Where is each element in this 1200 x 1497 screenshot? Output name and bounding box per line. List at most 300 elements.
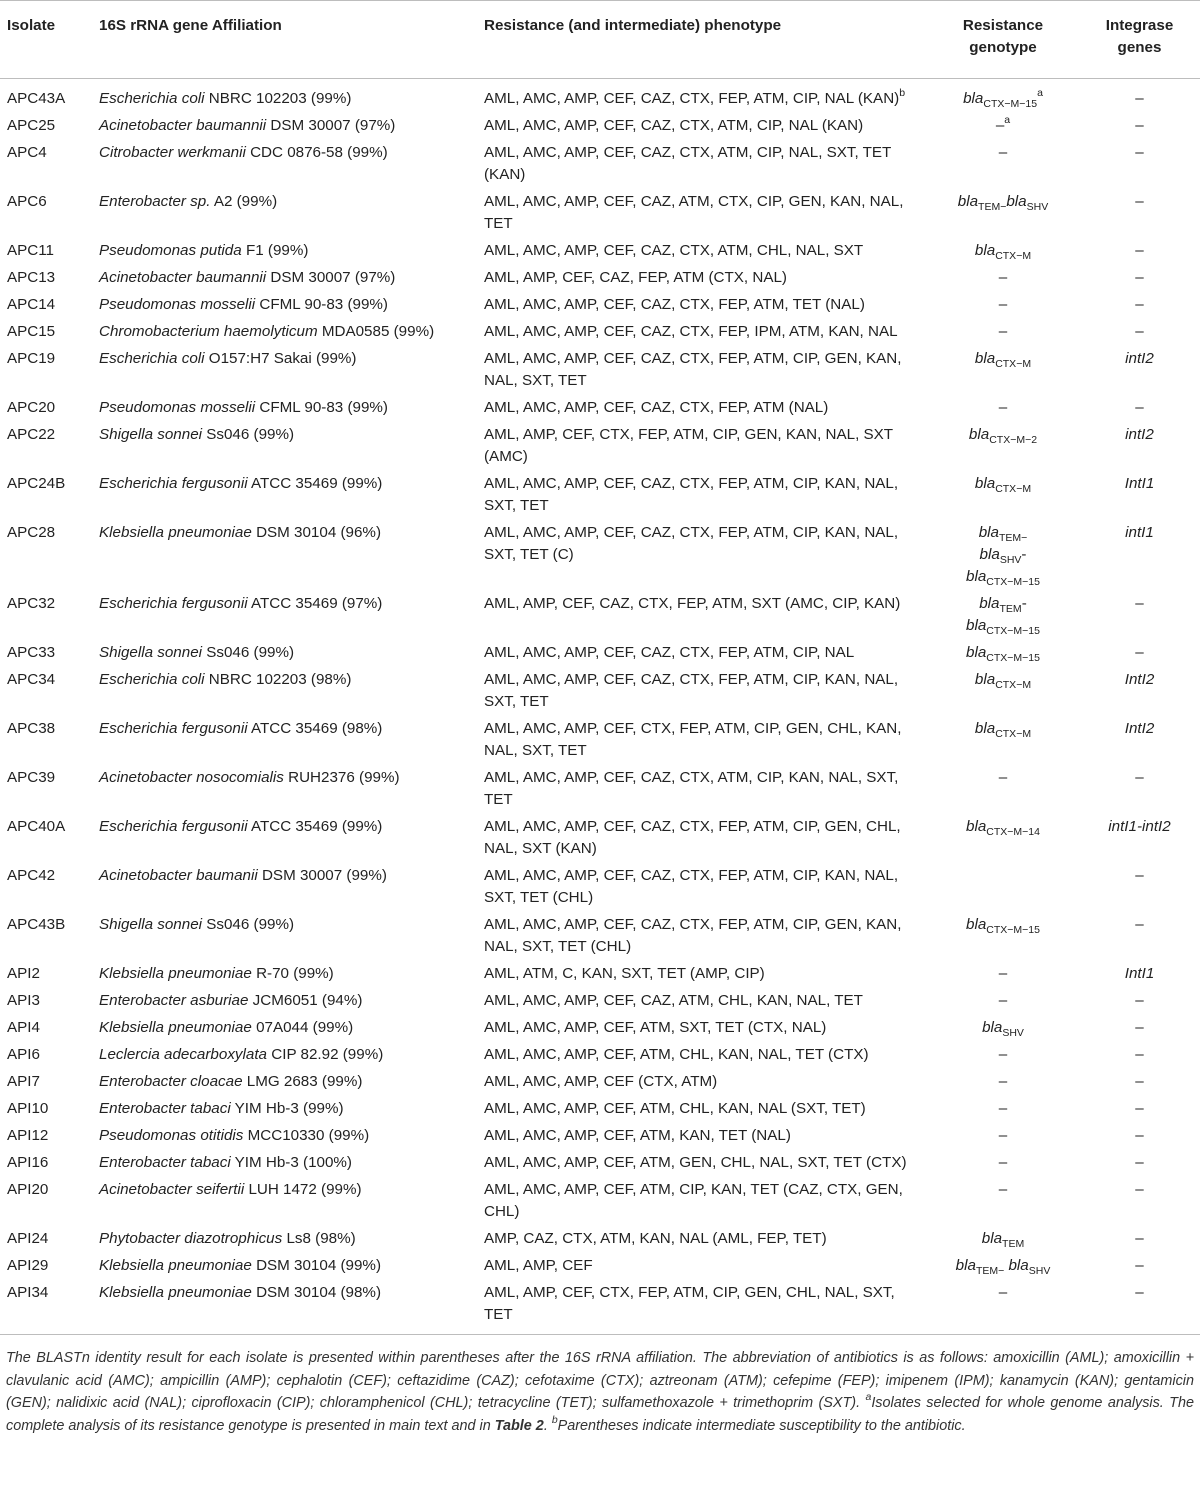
integrase-text: – <box>1135 1181 1144 1198</box>
strain-identity: R-70 (99%) <box>256 965 334 982</box>
header-isolate: Isolate <box>7 17 56 34</box>
cell-isolate: APC33 <box>7 644 56 661</box>
phenotype-text: AML, AMC, AMP, CEF, CAZ, CTX, FEP, ATM, CIP, NAL <box>484 644 855 661</box>
genotype-text: – <box>998 1181 1008 1198</box>
cell-phenotype <box>477 471 927 520</box>
cell-genotype <box>927 520 1080 591</box>
table-row <box>0 189 1200 238</box>
gene-subscript: CTX−M <box>995 679 1032 691</box>
species-name: Escherichia coli <box>99 671 205 688</box>
cell-genotype <box>927 765 1080 814</box>
cell-integrase <box>1080 140 1200 189</box>
species-name: Escherichia fergusonii <box>99 475 248 492</box>
phenotype-text: AML, AMC, AMP, CEF, CAZ, CTX, FEP, ATM, CIP, KAN, NAL, SXT, TET (C) <box>484 524 899 563</box>
cell-affiliation <box>92 765 477 814</box>
integrase-text: – <box>1135 296 1144 313</box>
cell-integrase <box>1080 520 1200 591</box>
cell-integrase <box>1080 113 1200 140</box>
integrase-text: intI1 <box>1125 524 1154 541</box>
table-row <box>0 716 1200 765</box>
integrase-text: IntI1 <box>1124 475 1155 492</box>
cell-phenotype <box>477 319 927 346</box>
cell-isolate: APC20 <box>7 399 56 416</box>
table-row <box>0 471 1200 520</box>
cell-affiliation <box>92 912 477 961</box>
cell-isolate: APC39 <box>7 769 56 786</box>
cell-genotype <box>927 640 1080 667</box>
strain-identity: 07A044 (99%) <box>256 1019 354 1036</box>
footnote-part4: Parentheses indicate intermediate susceptibility to the antibiotic. <box>557 1417 966 1434</box>
cell-integrase <box>1080 1150 1200 1177</box>
gene-name: bla <box>979 595 1000 612</box>
cell-phenotype <box>477 1015 927 1042</box>
species-name: Escherichia fergusonii <box>99 720 248 737</box>
cell-integrase <box>1080 640 1200 667</box>
gene-name: bla <box>966 617 987 634</box>
integrase-text: – <box>1135 1127 1144 1144</box>
table-row <box>0 863 1200 912</box>
cell-isolate: API6 <box>7 1046 40 1063</box>
genotype-text: – <box>998 144 1008 161</box>
cell-isolate: API24 <box>7 1230 49 1247</box>
cell-integrase <box>1080 912 1200 961</box>
cell-isolate: APC43B <box>7 916 66 933</box>
genotype-line <box>979 595 1027 615</box>
integrase-text: – <box>1135 1284 1144 1301</box>
cell-integrase <box>1080 1015 1200 1042</box>
strain-identity: LUH 1472 (99%) <box>248 1181 362 1198</box>
phenotype-text: AML, AMC, AMP, CEF (CTX, ATM) <box>484 1073 718 1090</box>
genotype-text: – <box>998 1154 1008 1171</box>
genotype-text: – <box>998 1073 1008 1090</box>
cell-affiliation <box>92 113 477 140</box>
integrase-text: – <box>1135 992 1144 1009</box>
table-row <box>0 912 1200 961</box>
species-name: Phytobacter diazotrophicus <box>99 1230 283 1247</box>
strain-identity: DSM 30104 (98%) <box>256 1284 381 1301</box>
species-name: Acinetobacter seifertii <box>99 1181 245 1198</box>
cell-affiliation <box>92 189 477 238</box>
gene-subscript: SHV <box>1028 1265 1051 1277</box>
species-name: Enterobacter sp. <box>99 193 211 210</box>
strain-identity: F1 (99%) <box>245 242 309 259</box>
table-row <box>0 988 1200 1015</box>
phenotype-text: AML, ATM, C, KAN, SXT, TET (AMP, CIP) <box>484 965 765 982</box>
cell-integrase <box>1080 591 1200 640</box>
gene-subscript: SHV <box>1002 1027 1024 1039</box>
table-header <box>0 1 1200 79</box>
table-row <box>0 422 1200 471</box>
cell-isolate: API20 <box>7 1181 49 1198</box>
gene-name: bla <box>979 546 1000 563</box>
integrase-text: IntI2 <box>1124 720 1155 737</box>
cell-phenotype <box>477 1253 927 1280</box>
integrase-text: intI1-intI2 <box>1108 818 1171 835</box>
genotype-text: – <box>998 323 1008 340</box>
cell-isolate: APC4 <box>7 144 47 161</box>
table-row <box>0 667 1200 716</box>
cell-isolate: APC19 <box>7 350 56 367</box>
cell-genotype <box>927 1253 1080 1280</box>
gene-separator: - <box>1021 595 1027 612</box>
genotype-text: – <box>998 269 1008 286</box>
cell-affiliation <box>92 292 477 319</box>
cell-affiliation <box>92 140 477 189</box>
cell-affiliation <box>92 716 477 765</box>
species-name: Leclercia adecarboxylata <box>99 1046 268 1063</box>
genotype-text: – <box>998 399 1008 416</box>
species-name: Pseudomonas otitidis <box>99 1127 244 1144</box>
cell-integrase <box>1080 1096 1200 1123</box>
strain-identity: DSM 30007 (99%) <box>261 867 387 884</box>
cell-genotype <box>927 292 1080 319</box>
cell-phenotype <box>477 520 927 591</box>
cell-phenotype <box>477 1042 927 1069</box>
gene-name: bla <box>957 193 979 210</box>
cell-affiliation <box>92 1226 477 1253</box>
cell-genotype <box>927 1280 1080 1335</box>
gene-name: bla <box>978 524 999 541</box>
genotype-text: – <box>998 992 1008 1009</box>
cell-genotype <box>927 1123 1080 1150</box>
cell-phenotype <box>477 113 927 140</box>
strain-identity: JCM6051 (94%) <box>252 992 363 1009</box>
species-name: Escherichia coli <box>99 90 205 107</box>
cell-integrase <box>1080 1069 1200 1096</box>
integrase-text: – <box>1135 399 1144 416</box>
phenotype-text: AMP, CAZ, CTX, ATM, KAN, NAL (AML, FEP, TET) <box>484 1230 827 1247</box>
cell-affiliation <box>92 961 477 988</box>
phenotype-text: AML, AMP, CEF, CTX, FEP, ATM, CIP, GEN, KAN, NAL, SXT (AMC) <box>484 426 893 465</box>
cell-genotype <box>927 471 1080 520</box>
species-name: Acinetobacter nosocomialis <box>99 769 284 786</box>
gene-name: bla <box>1004 1257 1029 1274</box>
integrase-text: – <box>1135 242 1144 259</box>
table-footnote <box>0 1334 1200 1437</box>
integrase-text: – <box>1135 323 1144 340</box>
gene-name: bla <box>966 818 987 835</box>
species-name: Klebsiella pneumoniae <box>99 524 252 541</box>
cell-integrase <box>1080 79 1200 113</box>
phenotype-text: AML, AMC, AMP, CEF, ATM, CIP, KAN, TET (CAZ, CTX, GEN, CHL) <box>484 1181 903 1220</box>
cell-isolate: API7 <box>7 1073 40 1090</box>
footnote-part3: . <box>543 1417 552 1434</box>
genotype-text: – <box>998 1100 1008 1117</box>
genotype-line <box>978 524 1028 544</box>
cell-affiliation <box>92 395 477 422</box>
strain-identity: CDC 0876-58 (99%) <box>250 144 388 161</box>
header-phenotype: Resistance (and intermediate) phenotype <box>484 17 782 34</box>
strain-identity: ATCC 35469 (98%) <box>250 720 383 737</box>
table-row <box>0 1015 1200 1042</box>
cell-integrase <box>1080 1280 1200 1335</box>
gene-subscript: CTX−M−15 <box>986 625 1040 637</box>
cell-affiliation <box>92 520 477 591</box>
cell-isolate: APC11 <box>7 242 54 259</box>
strain-identity: YIM Hb-3 (99%) <box>234 1100 344 1117</box>
strain-identity: MDA0585 (99%) <box>321 323 435 340</box>
table-row <box>0 292 1200 319</box>
cell-genotype <box>927 238 1080 265</box>
genotype-text: – <box>998 1046 1008 1063</box>
cell-genotype <box>927 1015 1080 1042</box>
integrase-text: – <box>1135 644 1144 661</box>
cell-affiliation <box>92 1280 477 1335</box>
cell-genotype <box>927 716 1080 765</box>
species-name: Klebsiella pneumoniae <box>99 1284 252 1301</box>
species-name: Escherichia fergusonii <box>99 595 248 612</box>
species-name: Enterobacter tabaci <box>99 1100 231 1117</box>
cell-phenotype <box>477 912 927 961</box>
phenotype-text: AML, AMC, AMP, CEF, CAZ, CTX, FEP, ATM, CIP, KAN, NAL, SXT, TET (CHL) <box>484 867 899 906</box>
cell-integrase <box>1080 814 1200 863</box>
gene-name: bla <box>974 242 996 259</box>
species-name: Pseudomonas mosselii <box>99 296 256 313</box>
species-name: Klebsiella pneumoniae <box>99 1257 252 1274</box>
strain-identity: NBRC 102203 (98%) <box>208 671 352 688</box>
cell-genotype <box>927 1150 1080 1177</box>
cell-isolate: API34 <box>7 1284 49 1301</box>
phenotype-text: AML, AMP, CEF, CAZ, FEP, ATM (CTX, NAL) <box>484 269 787 286</box>
table-row <box>0 961 1200 988</box>
cell-affiliation <box>92 471 477 520</box>
gene-name: bla <box>974 671 996 688</box>
cell-affiliation <box>92 265 477 292</box>
gene-name: bla <box>981 1230 1003 1247</box>
species-name: Shigella sonnei <box>99 644 203 661</box>
gene-name: bla <box>974 475 996 492</box>
cell-affiliation <box>92 667 477 716</box>
cell-isolate: APC22 <box>7 426 56 443</box>
gene-separator: - <box>1021 546 1027 563</box>
cell-integrase <box>1080 395 1200 422</box>
table-row <box>0 238 1200 265</box>
integrase-text: – <box>1135 193 1144 210</box>
cell-affiliation <box>92 1253 477 1280</box>
strain-identity: Ls8 (98%) <box>286 1230 356 1247</box>
gene-subscript: TEM− <box>998 532 1028 544</box>
species-name: Escherichia fergusonii <box>99 818 248 835</box>
gene-name: bla <box>966 644 987 661</box>
table-row <box>0 1123 1200 1150</box>
strain-identity: O157:H7 Sakai (99%) <box>208 350 357 367</box>
cell-phenotype <box>477 961 927 988</box>
strain-identity: MCC10330 (99%) <box>247 1127 370 1144</box>
integrase-text: – <box>1135 1019 1144 1036</box>
table-row <box>0 346 1200 395</box>
gene-subscript: CTX−M <box>995 728 1032 740</box>
cell-affiliation <box>92 863 477 912</box>
cell-genotype <box>927 140 1080 189</box>
cell-genotype <box>927 346 1080 395</box>
cell-integrase <box>1080 422 1200 471</box>
phenotype-text: AML, AMC, AMP, CEF, CAZ, CTX, FEP, ATM, TET (NAL) <box>484 296 865 313</box>
gene-subscript: CTX−M−15 <box>986 652 1040 664</box>
cell-phenotype <box>477 395 927 422</box>
cell-phenotype <box>477 238 927 265</box>
gene-name: bla <box>982 1019 1003 1036</box>
cell-phenotype <box>477 189 927 238</box>
strain-identity: ATCC 35469 (99%) <box>250 818 383 835</box>
table-row <box>0 395 1200 422</box>
phenotype-text: AML, AMC, AMP, CEF, CAZ, CTX, FEP, ATM, CIP, GEN, KAN, NAL, SXT, TET (CHL) <box>484 916 902 955</box>
strain-identity: CIP 82.92 (99%) <box>271 1046 384 1063</box>
phenotype-text: AML, AMP, CEF, CTX, FEP, ATM, CIP, GEN, CHL, NAL, SXT, TET <box>484 1284 895 1323</box>
cell-integrase <box>1080 1177 1200 1226</box>
table-row <box>0 113 1200 140</box>
phenotype-text: AML, AMP, CEF, CAZ, CTX, FEP, ATM, SXT (AMC, CIP, KAN) <box>484 595 901 612</box>
cell-phenotype <box>477 716 927 765</box>
cell-genotype <box>927 422 1080 471</box>
genotype-text: – <box>998 965 1008 982</box>
cell-affiliation <box>92 1177 477 1226</box>
cell-isolate: APC14 <box>7 296 56 313</box>
phenotype-text: AML, AMC, AMP, CEF, CAZ, CTX, FEP, ATM, CIP, NAL (KAN) <box>484 90 900 107</box>
cell-affiliation <box>92 814 477 863</box>
phenotype-text: AML, AMC, AMP, CEF, ATM, SXT, TET (CTX, NAL) <box>484 1019 827 1036</box>
species-name: Pseudomonas putida <box>99 242 242 259</box>
gene-name: bla <box>966 568 987 585</box>
cell-isolate: APC38 <box>7 720 56 737</box>
footnote-table-ref[interactable]: Table 2 <box>494 1417 544 1434</box>
cell-phenotype <box>477 292 927 319</box>
gene-subscript: CTX−M−15 <box>986 576 1040 588</box>
cell-affiliation <box>92 346 477 395</box>
strain-identity: LMG 2683 (99%) <box>246 1073 363 1090</box>
cell-genotype <box>927 265 1080 292</box>
species-name: Citrobacter werkmanii <box>99 144 246 161</box>
cell-affiliation <box>92 591 477 640</box>
cell-genotype <box>927 79 1080 113</box>
species-name: Acinetobacter baumanii <box>99 867 258 884</box>
gene-subscript: TEM− <box>978 201 1007 213</box>
cell-integrase <box>1080 319 1200 346</box>
phenotype-text: AML, AMC, AMP, CEF, CAZ, CTX, FEP, ATM, CIP, KAN, NAL, SXT, TET <box>484 475 899 514</box>
cell-genotype <box>927 667 1080 716</box>
species-name: Enterobacter asburiae <box>99 992 249 1009</box>
strain-identity: DSM 30007 (97%) <box>270 269 396 286</box>
gene-subscript: TEM <box>999 603 1022 615</box>
integrase-text: – <box>1135 1100 1144 1117</box>
gene-name: bla <box>966 916 987 933</box>
genotype-line <box>966 617 1040 637</box>
cell-affiliation <box>92 79 477 113</box>
gene-subscript: CTX−M <box>995 358 1032 370</box>
integrase-text: – <box>1135 916 1144 933</box>
cell-genotype <box>927 961 1080 988</box>
cell-phenotype <box>477 591 927 640</box>
strain-identity: ATCC 35469 (99%) <box>250 475 383 492</box>
cell-phenotype <box>477 1096 927 1123</box>
cell-phenotype <box>477 667 927 716</box>
species-name: Chromobacterium haemolyticum <box>99 323 318 340</box>
cell-integrase <box>1080 346 1200 395</box>
cell-genotype <box>927 591 1080 640</box>
cell-isolate: APC24B <box>7 475 66 492</box>
table-row <box>0 140 1200 189</box>
cell-affiliation <box>92 640 477 667</box>
table-row <box>0 79 1200 113</box>
integrase-text: – <box>1135 144 1144 161</box>
gene-name: bla <box>968 426 990 443</box>
phenotype-text: AML, AMC, AMP, CEF, CAZ, CTX, FEP, ATM, CIP, GEN, KAN, NAL, SXT, TET <box>484 350 902 389</box>
header-genotype <box>927 1 1080 79</box>
cell-integrase <box>1080 667 1200 716</box>
cell-affiliation <box>92 1069 477 1096</box>
cell-integrase <box>1080 292 1200 319</box>
phenotype-footnote-mark: b <box>899 87 906 99</box>
species-name: Klebsiella pneumoniae <box>99 1019 252 1036</box>
gene-subscript: SHV <box>999 554 1022 566</box>
cell-affiliation <box>92 422 477 471</box>
cell-integrase <box>1080 1253 1200 1280</box>
strain-identity: CFML 90-83 (99%) <box>259 296 388 313</box>
phenotype-text: AML, AMC, AMP, CEF, CAZ, CTX, FEP, IPM, ATM, KAN, NAL <box>484 323 898 340</box>
cell-isolate: APC32 <box>7 595 56 612</box>
phenotype-text: AML, AMC, AMP, CEF, ATM, CHL, KAN, NAL (SXT, TET) <box>484 1100 866 1117</box>
integrase-text: – <box>1135 1073 1144 1090</box>
genotype-footnote-mark: a <box>1004 114 1011 126</box>
cell-genotype <box>927 113 1080 140</box>
species-name: Klebsiella pneumoniae <box>99 965 252 982</box>
phenotype-text: AML, AMC, AMP, CEF, CAZ, CTX, ATM, CIP, NAL, SXT, TET (KAN) <box>484 144 892 183</box>
cell-phenotype <box>477 765 927 814</box>
cell-isolate: APC43A <box>7 90 66 107</box>
cell-isolate: APC28 <box>7 524 56 541</box>
integrase-text: – <box>1135 769 1144 786</box>
strain-identity: CFML 90-83 (99%) <box>259 399 388 416</box>
integrase-text: – <box>1135 1257 1144 1274</box>
strain-identity: DSM 30104 (99%) <box>256 1257 381 1274</box>
cell-isolate: APC40A <box>7 818 66 835</box>
species-name: Shigella sonnei <box>99 426 203 443</box>
cell-genotype <box>927 1042 1080 1069</box>
gene-subscript: CTX−M−2 <box>989 434 1038 446</box>
cell-isolate: APC15 <box>7 323 56 340</box>
header-integrase-line2: genes <box>1117 39 1162 56</box>
integrase-text: – <box>1135 1046 1144 1063</box>
integrase-text: intI2 <box>1125 350 1154 367</box>
header-affiliation: 16S rRNA gene Affiliation <box>99 17 282 34</box>
gene-name: bla <box>974 350 996 367</box>
gene-subscript: CTX−M <box>995 483 1032 495</box>
footnote-part2: Isolates selected for whole genome analysis. The complete analysis of its resistance genotype is presented in main text and in <box>6 1395 1194 1434</box>
cell-phenotype <box>477 1150 927 1177</box>
table-row <box>0 1096 1200 1123</box>
table-row <box>0 1069 1200 1096</box>
header-genotype-line2: genotype <box>969 39 1037 56</box>
phenotype-text: AML, AMC, AMP, CEF, CAZ, CTX, FEP, ATM, CIP, GEN, CHL, NAL, SXT (KAN) <box>484 818 901 857</box>
gene-name: bla <box>1006 193 1027 210</box>
cell-phenotype <box>477 1123 927 1150</box>
strain-identity: RUH2376 (99%) <box>288 769 400 786</box>
cell-genotype <box>927 1177 1080 1226</box>
integrase-text: IntI2 <box>1124 671 1155 688</box>
footnote-part1: The BLASTn identity result for each isolate is presented within parentheses after the 16S rRNA affiliation. The abbreviation of antibiotics is as follows: amoxicillin (AML); amoxicillin + clavulanic acid (AMC); ampicillin (AMP); cephalotin (CEF); ceftazidime (CAZ); cefotaxime (CTX); aztreonam (ATM); cefepime (FEP); imipenem (IPM); kanamycin (KAN); gentamicin (GEN); nalidixic acid (NAL); ciprofloxacin (CIP); chloramphenicol (CHL); tetracycline (TET); sulfamethoxazole + trimethoprim (SXT). <box>6 1350 1194 1411</box>
cell-phenotype <box>477 140 927 189</box>
cell-isolate: API4 <box>7 1019 40 1036</box>
integrase-text: – <box>1135 1154 1144 1171</box>
cell-genotype <box>927 988 1080 1015</box>
species-name: Escherichia coli <box>99 350 205 367</box>
cell-phenotype <box>477 1280 927 1335</box>
table-row <box>0 1042 1200 1069</box>
gene-subscript: TEM− <box>975 1265 1005 1277</box>
gene-subscript: TEM <box>1002 1238 1025 1250</box>
cell-integrase <box>1080 716 1200 765</box>
cell-phenotype <box>477 988 927 1015</box>
genotype-line <box>966 568 1040 588</box>
